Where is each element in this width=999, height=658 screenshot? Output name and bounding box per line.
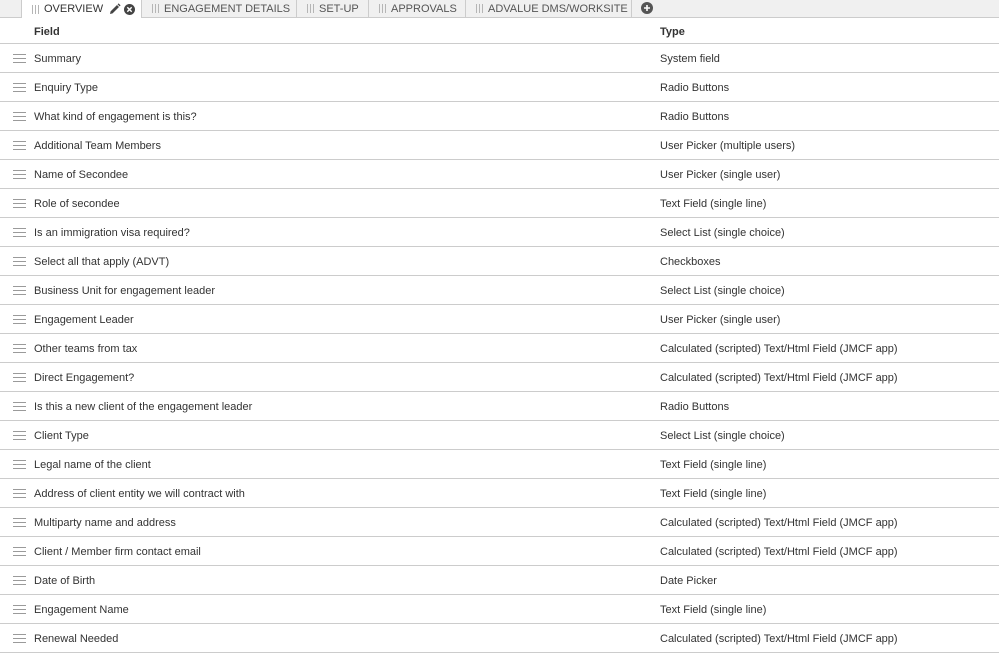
table-row[interactable]: [0, 508, 999, 537]
drag-handle-icon[interactable]: [13, 373, 26, 382]
drag-handle-icon[interactable]: [13, 547, 26, 556]
field-type: Radio Buttons: [660, 82, 730, 94]
field-list: [0, 44, 999, 653]
tab-bar: [0, 0, 999, 18]
table-row[interactable]: [0, 218, 999, 247]
grip-icon: [476, 4, 483, 13]
drag-handle-icon[interactable]: [13, 402, 26, 411]
table-row[interactable]: [0, 537, 999, 566]
table-row[interactable]: [0, 334, 999, 363]
field-type: Calculated (scripted) Text/Html Field (JMCF app): [660, 343, 898, 355]
table-row[interactable]: [0, 305, 999, 334]
drag-handle-icon[interactable]: [13, 489, 26, 498]
table-row[interactable]: [0, 421, 999, 450]
grip-icon: [32, 5, 39, 14]
table-row[interactable]: [0, 479, 999, 508]
grip-icon: [307, 4, 314, 13]
field-name: Enquiry Type: [34, 82, 99, 94]
field-name: Summary: [34, 53, 82, 65]
drag-handle-icon[interactable]: [13, 576, 26, 585]
field-type: Select List (single choice): [660, 430, 785, 442]
drag-handle-icon[interactable]: [13, 141, 26, 150]
tab-set-up[interactable]: [297, 0, 369, 17]
field-type: User Picker (multiple users): [660, 140, 796, 152]
field-name: What kind of engagement is this?: [34, 111, 197, 123]
grip-icon: [152, 4, 159, 13]
drag-handle-icon[interactable]: [13, 170, 26, 179]
drag-handle-icon[interactable]: [13, 431, 26, 440]
drag-handle-icon[interactable]: [13, 634, 26, 643]
field-type: Checkboxes: [660, 256, 721, 268]
field-type: User Picker (single user): [660, 314, 781, 326]
table-row[interactable]: [0, 392, 999, 421]
table-row[interactable]: [0, 131, 999, 160]
table-row[interactable]: [0, 595, 999, 624]
drag-handle-icon[interactable]: [13, 605, 26, 614]
field-name: Client Type: [34, 430, 89, 442]
table-row[interactable]: [0, 363, 999, 392]
drag-handle-icon[interactable]: [13, 286, 26, 295]
tab-approvals[interactable]: [369, 0, 466, 17]
field-name: Select all that apply (ADVT): [34, 256, 170, 268]
field-name: Client / Member firm contact email: [34, 546, 201, 558]
field-name: Date of Birth: [34, 575, 96, 587]
field-type: Calculated (scripted) Text/Html Field (JMCF app): [660, 633, 898, 645]
table-row[interactable]: [0, 247, 999, 276]
field-name: Multiparty name and address: [34, 517, 176, 529]
table-row[interactable]: [0, 73, 999, 102]
field-type: Calculated (scripted) Text/Html Field (JMCF app): [660, 517, 898, 529]
drag-handle-icon[interactable]: [13, 83, 26, 92]
field-type: Calculated (scripted) Text/Html Field (JMCF app): [660, 546, 898, 558]
field-type: Text Field (single line): [660, 488, 767, 500]
table-row[interactable]: [0, 566, 999, 595]
grip-icon: [379, 4, 386, 13]
field-name: Address of client entity we will contract with: [34, 488, 245, 500]
drag-handle-icon[interactable]: [13, 112, 26, 121]
tab-engagement-details[interactable]: [142, 0, 297, 17]
field-type: Radio Buttons: [660, 111, 730, 123]
drag-handle-icon[interactable]: [13, 460, 26, 469]
field-name: Is an immigration visa required?: [34, 227, 190, 239]
column-header-type: Type: [660, 26, 685, 38]
field-name: Is this a new client of the engagement leader: [34, 401, 253, 413]
table-row[interactable]: [0, 44, 999, 73]
field-type: Text Field (single line): [660, 198, 767, 210]
pencil-icon[interactable]: [109, 3, 121, 15]
field-type: Calculated (scripted) Text/Html Field (JMCF app): [660, 372, 898, 384]
table-row[interactable]: [0, 276, 999, 305]
tab-label: ENGAGEMENT DETAILS: [164, 2, 291, 15]
tab-advalue-dms-worksite[interactable]: [466, 0, 632, 17]
drag-handle-icon[interactable]: [13, 344, 26, 353]
field-name: Engagement Name: [34, 604, 129, 616]
table-row[interactable]: [0, 450, 999, 479]
column-header-field: Field: [34, 26, 60, 38]
drag-handle-icon[interactable]: [13, 228, 26, 237]
field-name: Direct Engagement?: [34, 372, 135, 384]
field-type: Text Field (single line): [660, 459, 767, 471]
field-name: Role of secondee: [34, 198, 120, 210]
field-name: Business Unit for engagement leader: [34, 285, 215, 297]
tab-label: SET-UP: [319, 2, 359, 15]
tab-label: ADVALUE DMS/WORKSITE: [488, 2, 628, 15]
field-name: Name of Secondee: [34, 169, 129, 181]
field-name: Additional Team Members: [34, 140, 161, 152]
field-type: System field: [660, 53, 720, 65]
field-type: Radio Buttons: [660, 401, 730, 413]
tab-label: APPROVALS: [391, 2, 457, 15]
close-circle-icon[interactable]: [124, 4, 135, 15]
table-header: [0, 18, 999, 44]
table-row[interactable]: [0, 102, 999, 131]
field-type: Text Field (single line): [660, 604, 767, 616]
field-name: Renewal Needed: [34, 633, 119, 645]
tab-overview[interactable]: [21, 0, 142, 18]
field-type: Select List (single choice): [660, 227, 785, 239]
drag-handle-icon[interactable]: [13, 315, 26, 324]
field-type: User Picker (single user): [660, 169, 781, 181]
drag-handle-icon[interactable]: [13, 54, 26, 63]
table-row[interactable]: [0, 624, 999, 653]
drag-handle-icon[interactable]: [13, 518, 26, 527]
tab-label: OVERVIEW: [44, 3, 104, 15]
field-name: Other teams from tax: [34, 343, 138, 355]
plus-circle-icon[interactable]: [641, 2, 653, 14]
field-type: Select List (single choice): [660, 285, 785, 297]
field-name: Engagement Leader: [34, 314, 134, 326]
drag-handle-icon[interactable]: [13, 199, 26, 208]
drag-handle-icon[interactable]: [13, 257, 26, 266]
field-name: Legal name of the client: [34, 459, 151, 471]
table-row[interactable]: [0, 160, 999, 189]
table-row[interactable]: [0, 189, 999, 218]
field-type: Date Picker: [660, 575, 717, 587]
